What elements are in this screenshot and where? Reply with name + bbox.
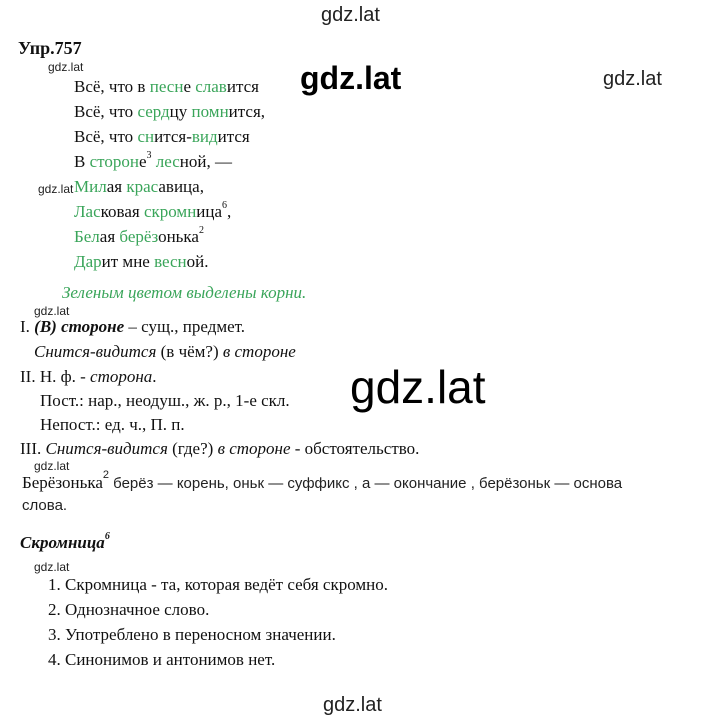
roots-note: Зеленым цветом выделены корни. [62, 283, 307, 302]
analysis-num-1: I. [20, 317, 35, 336]
watermark-large: gdz.lat [350, 361, 486, 413]
syntax-role: - обстоятельство. [290, 439, 420, 458]
poem-text: ковая [100, 202, 144, 221]
poem-line [74, 200, 265, 228]
poem-text: авица, [158, 177, 204, 196]
initial-form: сторона [90, 367, 153, 386]
watermark-medium: gdz.lat [300, 60, 402, 96]
watermark-top: gdz.lat [321, 4, 380, 26]
poem-text: Всё, что [74, 127, 138, 146]
poem [74, 78, 265, 278]
analysis-line-5: Непост.: ед. ч., П. п. [40, 415, 185, 434]
root-highlight: Бел [74, 227, 100, 246]
analysis-line-4: Пост.: нар., неодуш., ж. р., 1-е скл. [40, 391, 290, 410]
watermark-small-4: gdz.lat [34, 459, 70, 473]
initial-form-dot: . [152, 367, 157, 386]
bereza-block [22, 468, 623, 493]
poem-text: ица [196, 202, 223, 221]
poem-text: ится [226, 77, 259, 96]
watermark-bottom: gdz.lat [323, 694, 382, 716]
root-highlight: песн [149, 77, 184, 96]
skromnitsa-sup: 6 [104, 531, 110, 543]
poem-line [74, 103, 265, 128]
phrase-question: (в чём?) [156, 342, 223, 361]
syntax-question: (где?) [167, 439, 218, 458]
poem-line [74, 128, 265, 153]
poem-text: онька [158, 227, 199, 246]
root-highlight: сн [137, 127, 155, 146]
poem-text: ится [217, 127, 250, 146]
root-highlight: Дар [74, 252, 102, 271]
skromnitsa-item-4: 4. Синонимов и антонимов нет. [48, 650, 276, 669]
poem-line [74, 225, 265, 253]
root-highlight: серд [137, 102, 170, 121]
footnote-sup: 6 [222, 200, 228, 212]
poem-line [74, 150, 265, 178]
phrase-noun: в стороне [222, 342, 296, 361]
footnote-sup: 2 [198, 225, 204, 237]
poem-text: ая [99, 227, 120, 246]
watermark-small-2: gdz.lat [38, 182, 74, 196]
analysis-line-1 [20, 318, 245, 335]
poem-line [74, 78, 265, 103]
poem-text: ой. [186, 252, 209, 271]
watermark-small-1: gdz.lat [48, 60, 84, 74]
poem-text: ая [106, 177, 127, 196]
analysis-word: (В) стороне [34, 317, 125, 336]
bereza-parse: берёз — корень, оньк — суффикс , а — окончание , берёзоньк — основа [109, 475, 623, 492]
poem-line [74, 253, 265, 278]
watermark-small-5: gdz.lat [34, 560, 70, 574]
poem-text: В [74, 152, 90, 171]
skromnitsa-item-3: 3. Употреблено в переносном значении. [48, 625, 336, 644]
root-highlight: Лас [74, 202, 101, 221]
poem-text: е [183, 77, 196, 96]
poem-text: е [138, 152, 147, 171]
poem-text: , [227, 202, 232, 221]
analysis-line-3 [20, 368, 157, 385]
root-highlight: берёз [119, 227, 159, 246]
root-highlight: весн [154, 252, 187, 271]
analysis-line-2 [34, 343, 296, 360]
root-highlight: лес [155, 152, 180, 171]
syntax-verb: Снится-видится [45, 439, 168, 458]
bereza-sup: 2 [102, 468, 109, 481]
poem-text: Всё, что [74, 102, 138, 121]
poem-text: Всё, что в [74, 77, 150, 96]
skromnitsa-word: Скромница [20, 533, 105, 552]
watermark-small-3: gdz.lat [34, 304, 70, 318]
root-highlight: Мил [74, 177, 107, 196]
root-highlight: скромн [143, 202, 197, 221]
root-highlight: слав [195, 77, 227, 96]
root-highlight: помн [191, 102, 229, 121]
syntax-num: III. [20, 439, 46, 458]
analysis-pos: – сущ., предмет. [124, 317, 246, 336]
root-highlight: вид [191, 127, 218, 146]
poem-line [74, 178, 265, 203]
poem-text: цу [169, 102, 192, 121]
phrase-verb: Снится-видится [34, 342, 157, 361]
bereza-word: Берёзонька [22, 473, 103, 492]
poem-text: ит мне [101, 252, 155, 271]
watermark-right: gdz.lat [603, 68, 662, 90]
bereza-line-2: слова. [22, 497, 68, 514]
footnote-sup: 3 [146, 150, 152, 162]
skromnitsa-heading [20, 531, 110, 552]
poem-text: ится, [228, 102, 266, 121]
poem-text: ится- [154, 127, 192, 146]
exercise-title: Упр.757 [18, 38, 82, 58]
initial-form-label: II. Н. ф. - [20, 367, 91, 386]
root-highlight: сторон [89, 152, 139, 171]
skromnitsa-item-1: 1. Скромница - та, которая ведёт себя скромно. [48, 575, 389, 594]
analysis-line-6 [20, 440, 419, 457]
skromnitsa-item-2: 2. Однозначное слово. [48, 600, 210, 619]
root-highlight: крас [126, 177, 159, 196]
poem-text: ной, — [179, 152, 232, 171]
syntax-noun: в стороне [217, 439, 291, 458]
